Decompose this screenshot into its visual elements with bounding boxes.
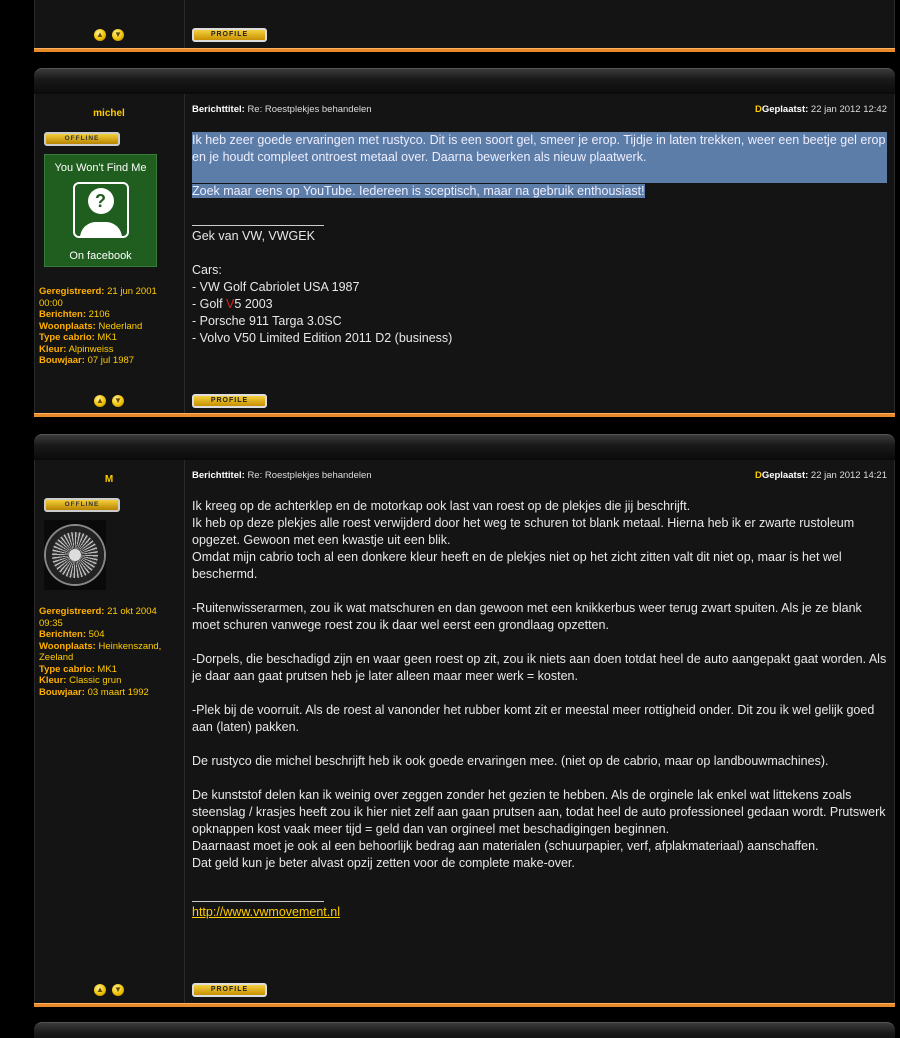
meta-color: Kleur: Alpinweiss <box>39 343 114 355</box>
meta-location: Woonplaats: Heinkenszand, Zeeland <box>39 640 162 663</box>
post-actions-m <box>34 980 895 1002</box>
post-body <box>192 132 887 347</box>
scroll-down-icon[interactable]: ▼ <box>112 395 124 407</box>
post-divider <box>34 68 895 94</box>
post-paragraph: -Dorpels, die beschadigd zijn en waar geen roest op zit, zou ik niets aan doen totdat heel de auto aangepakt gaat worden. Als je daar aan gaat prutsen heb je later alleen maar meer werk = kosten. <box>192 652 887 683</box>
post-paragraph: De rustyco die michel beschrijft heb ik ook goede ervaringen mee. (niet op de cabrio, maar op landbouwmachines). <box>192 754 829 768</box>
post-author[interactable]: M <box>104 474 114 485</box>
post-separator-bar <box>34 413 895 417</box>
signature-car: - Volvo V50 Limited Edition 2011 D2 (business) <box>192 331 453 345</box>
post-date: DGeplaatst: 22 jan 2012 12:42 <box>754 104 887 115</box>
previous-post-actions <box>34 25 895 47</box>
scroll-down-icon[interactable]: ▼ <box>112 984 124 996</box>
avatar <box>44 154 157 267</box>
post-paragraph: Dat geld kun je beter alvast opzij zetten voor de complete make-over. <box>192 856 575 870</box>
post-title-label: Berichttitel: <box>192 470 245 481</box>
avatar <box>44 520 106 590</box>
signature-divider <box>192 901 324 902</box>
post-paragraph: -Plek bij de voorruit. Als de roest al vanonder het rubber komt zit er meestal meer rottigheid onder. Dit zou ik wel gelijk goed aan (laten) pakken. <box>192 703 875 734</box>
post-separator-bar <box>34 1003 895 1007</box>
meta-location: Woonplaats: Nederland <box>39 320 143 332</box>
post-body <box>192 498 887 921</box>
meta-posts: Berichten: 2106 <box>39 309 110 320</box>
meta-type: Type cabrio: MK1 <box>39 663 117 675</box>
profile-button[interactable]: PROFILE <box>192 983 267 997</box>
post-actions-michel <box>34 391 895 413</box>
post-divider <box>34 1022 895 1038</box>
post-paragraph: Zoek maar eens op YouTube. Iedereen is sceptisch, maar na gebruik enthousiast! <box>192 184 645 198</box>
post-header <box>192 470 887 481</box>
post-paragraph: Ik kreeg op de achterklep en de motorkap ook last van roest op de plekjes die jij beschrijft. <box>192 499 691 513</box>
scroll-down-icon[interactable]: ▼ <box>112 29 124 41</box>
signature-text: Gek van VW, VWGEK <box>192 229 315 243</box>
unknown-person-icon: ? <box>88 188 114 214</box>
signature-link[interactable]: http://www.vwmovement.nl <box>192 905 340 919</box>
profile-button[interactable]: PROFILE <box>192 28 267 42</box>
meta-year: Bouwjaar: 07 jul 1987 <box>39 355 135 366</box>
post-icon: D <box>754 104 762 115</box>
meta-registered: Geregistreerd: 21 jun 2001 00:00 <box>39 286 157 309</box>
meta-registered: Geregistreerd: 21 okt 2004 09:35 <box>39 606 157 629</box>
post-paragraph: Daarnaast moet je ook al een behoorlijk bedrag aan materialen (schuurpapier, verf, afplakmateriaal) aanschaffen. <box>192 839 819 853</box>
post-m <box>34 460 895 1005</box>
offline-badge: OFFLINE <box>44 498 120 512</box>
post-header <box>192 104 887 115</box>
post-paragraph: -Ruitenwisserarmen, zou ik wat matschuren en dan gewoon met een knikkerbus weer terug zwart spuiten. Als je ze blank moet schuren vanwege roest zou ik daar wel eerst een grondlaag opzetten. <box>192 601 862 632</box>
meta-color: Kleur: Classic grun <box>39 675 122 686</box>
scroll-up-icon[interactable]: ▲ <box>94 984 106 996</box>
meta-type: Type cabrio: MK1 <box>39 332 117 343</box>
avatar-caption-bottom: On facebook <box>69 250 132 262</box>
meta-year: Bouwjaar: 03 maart 1992 <box>39 686 149 698</box>
profile-button[interactable]: PROFILE <box>192 394 267 408</box>
signature-cars-label: Cars: <box>192 263 222 277</box>
meta-posts: Berichten: 504 <box>39 629 105 640</box>
scroll-up-icon[interactable]: ▲ <box>94 395 106 407</box>
signature-car: - VW Golf Cabriolet USA 1987 <box>192 280 360 294</box>
post-separator-bar <box>34 48 895 52</box>
post-paragraph: Omdat mijn cabrio toch al een donkere kleur heeft en de plekjes niet op het zicht zitten valt dit niet op, maar is het wel beschermd. <box>192 550 842 581</box>
avatar-caption-top: You Won't Find Me <box>54 162 147 174</box>
wire-wheel-icon <box>46 526 104 584</box>
avatar-body-shape <box>80 222 122 238</box>
user-meta <box>39 286 181 367</box>
scroll-up-icon[interactable]: ▲ <box>94 29 106 41</box>
post-author[interactable]: michel <box>93 108 125 119</box>
post-divider <box>34 434 895 460</box>
post-date: DGeplaatst: 22 jan 2012 14:21 <box>754 470 887 481</box>
post-paragraph-gap <box>192 166 887 183</box>
post-paragraph: De kunststof delen kan ik weinig over zeggen zonder het gezien te hebben. Als de orginele lak enkel wat littekens zoals steenslag / krasjes heeft zou ik hier niet zelf aan gaan prutsen aan, todat heel de auto professioneel gedaan wordt. Prutswerk opknappen kost vaak meer tijd = geld dan van orgineel met beschadigingen beginnen. <box>192 788 886 836</box>
post-paragraph: Ik heb zeer goede ervaringen met rustyco. Dit is een soort gel, smeer je erop. Tijdje in laten trekken, weer een beetje gel erop en je houdt compleet ontroest metaal over. Daarna bewerken als nieuw plaatwerk. <box>192 133 886 164</box>
signature-car: - Golf V5 2003 <box>192 297 273 311</box>
post-title: Re: Roestplekjes behandelen <box>247 470 372 481</box>
signature-divider <box>192 225 324 226</box>
signature-car: - Porsche 911 Targa 3.0SC <box>192 314 342 328</box>
user-meta <box>39 606 181 698</box>
post-paragraph: Ik heb op deze plekjes alle roest verwijderd door het weg te schuren tot blank metaal. Hierna heb ik er zwarte rustoleum opgezet. Gewoon met een kwastje uit een blik. <box>192 516 855 547</box>
post-icon: D <box>754 470 762 481</box>
post-title: Re: Roestplekjes behandelen <box>247 104 372 115</box>
offline-badge: OFFLINE <box>44 132 120 146</box>
post-title-label: Berichttitel: <box>192 104 245 115</box>
post-michel <box>34 94 895 414</box>
